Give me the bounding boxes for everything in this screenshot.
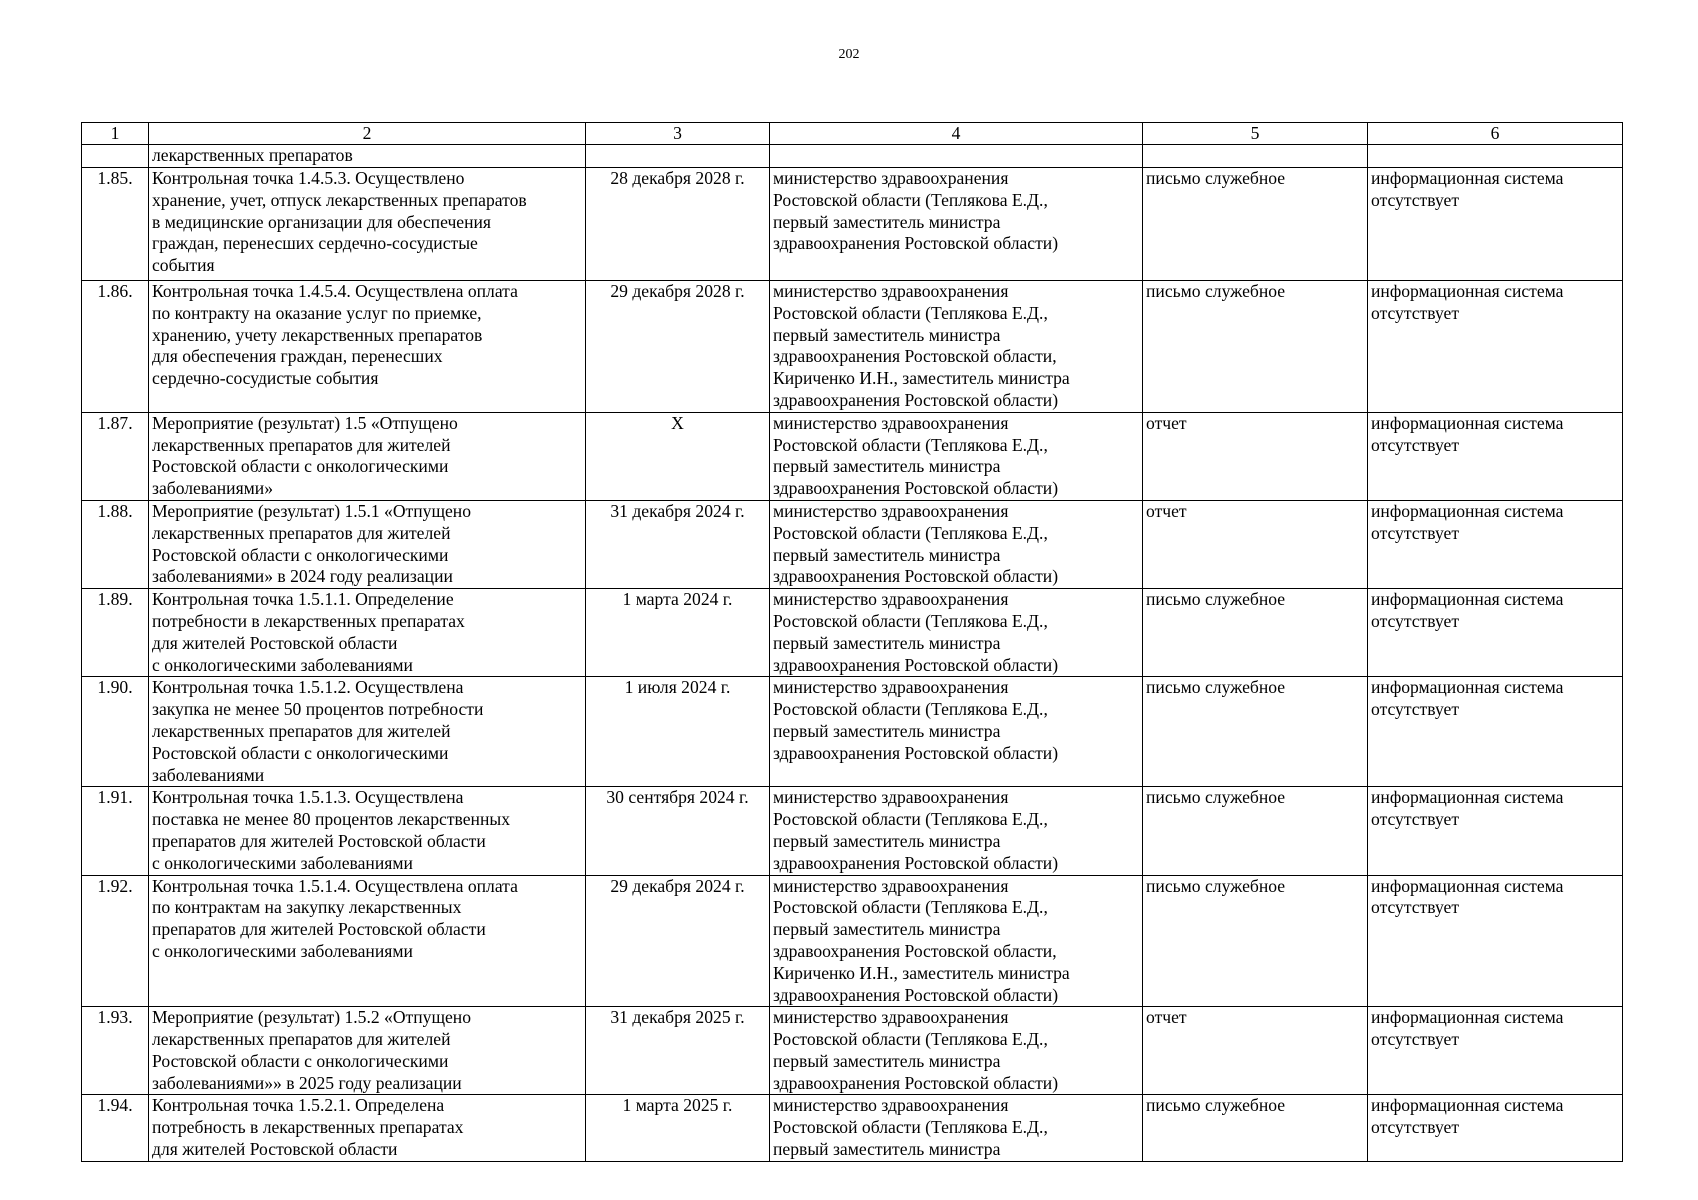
information-system: информационная система отсутствует bbox=[1371, 412, 1564, 455]
document-type: письмо служебное bbox=[1146, 589, 1286, 610]
responsible-executor: министерство здравоохранения Ростовской области (Теплякова Е.Д., первый заместитель министра здравоохранения Ростовской области, Кириченко И.Н., заместитель министра здравоохранения Ростовской области) bbox=[773, 875, 1070, 1005]
cell-responsible-executor bbox=[770, 168, 1143, 281]
document-type: письмо служебное bbox=[1146, 1095, 1286, 1116]
cell-information-system bbox=[1368, 1007, 1623, 1095]
due-date: 30 сентября 2024 г. bbox=[606, 787, 749, 808]
cell-event-name bbox=[149, 875, 586, 1007]
cell-information-system bbox=[1368, 787, 1623, 875]
cell-empty bbox=[1143, 145, 1368, 168]
row-number: 1.86. bbox=[97, 281, 133, 301]
cell-information-system bbox=[1368, 281, 1623, 413]
table-row bbox=[82, 1007, 1623, 1095]
document-type: письмо служебное bbox=[1146, 168, 1286, 188]
cell-event-name bbox=[149, 589, 586, 677]
cell-due-date bbox=[586, 787, 770, 875]
cell-row-number bbox=[82, 589, 149, 677]
information-system: информационная система отсутствует bbox=[1371, 875, 1564, 918]
cell-due-date bbox=[586, 1095, 770, 1161]
information-system: информационная система отсутствует bbox=[1371, 500, 1564, 543]
event-name: Контрольная точка 1.4.5.3. Осуществлено хранение, учет, отпуск лекарственных препаратов в медицинские организации для обеспечения граждан, перенесших сердечно-сосудистые события bbox=[152, 168, 527, 276]
cell-event-name bbox=[149, 168, 586, 281]
cell-responsible-executor bbox=[770, 677, 1143, 787]
document-type: письмо служебное bbox=[1146, 787, 1286, 808]
column-header: 6 bbox=[1368, 123, 1623, 145]
responsible-executor: министерство здравоохранения Ростовской области (Теплякова Е.Д., первый заместитель министра bbox=[773, 1095, 1048, 1160]
page-number: 202 bbox=[838, 47, 860, 62]
cell-row-number bbox=[82, 500, 149, 588]
row-number: 1.85. bbox=[97, 168, 133, 188]
row-number: 1.90. bbox=[97, 677, 133, 698]
cell-empty bbox=[1368, 145, 1623, 168]
event-name: Контрольная точка 1.4.5.4. Осуществлена оплата по контракту на оказание услуг по приемке, хранению, учету лекарственных препаратов для обеспечения граждан, перенесших сердечно-сосудистые события bbox=[152, 281, 518, 389]
row-number: 1.88. bbox=[97, 500, 133, 521]
cell-empty bbox=[586, 145, 770, 168]
responsible-executor: министерство здравоохранения Ростовской области (Теплякова Е.Д., первый заместитель министра здравоохранения Ростовской области, Кириченко И.Н., заместитель министра здравоохранения Ростовской области) bbox=[773, 281, 1070, 410]
cell-row-number bbox=[82, 787, 149, 875]
cell-document-type bbox=[1143, 1007, 1368, 1095]
column-header: 5 bbox=[1143, 123, 1368, 145]
cell-document-type bbox=[1143, 281, 1368, 413]
table-row bbox=[82, 500, 1623, 588]
event-name: Контрольная точка 1.5.1.3. Осуществлена поставка не менее 80 процентов лекарственных препаратов для жителей Ростовской области с онкологическими заболеваниями bbox=[152, 787, 511, 873]
responsible-executor: министерство здравоохранения Ростовской области (Теплякова Е.Д., первый заместитель министра здравоохранения Ростовской области) bbox=[773, 412, 1059, 499]
cell-row-number bbox=[82, 412, 149, 500]
cell-event-name bbox=[149, 787, 586, 875]
cell-information-system bbox=[1368, 677, 1623, 787]
document-type: письмо служебное bbox=[1146, 875, 1286, 896]
information-system: информационная система отсутствует bbox=[1371, 787, 1564, 830]
information-system: информационная система отсутствует bbox=[1371, 168, 1564, 210]
row-number: 1.92. bbox=[97, 875, 133, 896]
table-row bbox=[82, 787, 1623, 875]
cell-responsible-executor bbox=[770, 412, 1143, 500]
table-row bbox=[82, 875, 1623, 1007]
cell-event-name bbox=[149, 281, 586, 413]
due-date: 29 декабря 2028 г. bbox=[610, 281, 745, 301]
event-name: Мероприятие (результат) 1.5.2 «Отпущено лекарственных препаратов для жителей Ростовской области с онкологическими заболеваниями»» в 2025 году реализации bbox=[152, 1007, 472, 1093]
cell-due-date bbox=[586, 589, 770, 677]
row-number: 1.87. bbox=[97, 412, 133, 433]
cell-information-system bbox=[1368, 168, 1623, 281]
due-date: 1 июля 2024 г. bbox=[624, 677, 731, 698]
responsible-executor: министерство здравоохранения Ростовской области (Теплякова Е.Д., первый заместитель министра здравоохранения Ростовской области) bbox=[773, 1007, 1059, 1093]
cell-document-type bbox=[1143, 875, 1368, 1007]
information-system: информационная система отсутствует bbox=[1371, 1007, 1564, 1050]
cell-information-system bbox=[1368, 500, 1623, 588]
information-system: информационная система отсутствует bbox=[1371, 677, 1564, 720]
table-row bbox=[82, 589, 1623, 677]
cell-responsible-executor bbox=[770, 787, 1143, 875]
cell-information-system bbox=[1368, 589, 1623, 677]
table-row bbox=[82, 1095, 1623, 1161]
cell-responsible-executor bbox=[770, 875, 1143, 1007]
cell-document-type bbox=[1143, 677, 1368, 787]
responsible-executor: министерство здравоохранения Ростовской области (Теплякова Е.Д., первый заместитель министра здравоохранения Ростовской области) bbox=[773, 500, 1059, 587]
cell-document-type bbox=[1143, 168, 1368, 281]
cell-document-type bbox=[1143, 787, 1368, 875]
table-body bbox=[82, 168, 1623, 1162]
cell-due-date bbox=[586, 875, 770, 1007]
cell-row-number bbox=[82, 677, 149, 787]
cell-empty bbox=[82, 145, 149, 168]
cell-due-date bbox=[586, 1007, 770, 1095]
cell-information-system bbox=[1368, 412, 1623, 500]
row-number: 1.94. bbox=[97, 1095, 133, 1116]
column-number-row bbox=[82, 123, 1623, 145]
cell-row-number bbox=[82, 1007, 149, 1095]
event-name: Контрольная точка 1.5.1.1. Определение потребности в лекарственных препаратах для жителей Ростовской области с онкологическими заболеваниями bbox=[152, 589, 465, 675]
cell-responsible-executor bbox=[770, 1007, 1143, 1095]
cell-information-system bbox=[1368, 875, 1623, 1007]
cell-due-date bbox=[586, 281, 770, 413]
due-date: 31 декабря 2024 г. bbox=[610, 500, 745, 521]
column-header: 2 bbox=[149, 123, 586, 145]
due-date: 31 декабря 2025 г. bbox=[610, 1007, 745, 1028]
table-row bbox=[82, 412, 1623, 500]
plan-table bbox=[81, 122, 1623, 1162]
row-number: 1.89. bbox=[97, 589, 133, 610]
cell-due-date bbox=[586, 168, 770, 281]
cell-row-number bbox=[82, 168, 149, 281]
cell-responsible-executor bbox=[770, 500, 1143, 588]
column-header: 3 bbox=[586, 123, 770, 145]
cell-row-number bbox=[82, 1095, 149, 1161]
information-system: информационная система отсутствует bbox=[1371, 1095, 1564, 1138]
cell-row-number bbox=[82, 281, 149, 413]
responsible-executor: министерство здравоохранения Ростовской области (Теплякова Е.Д., первый заместитель министра здравоохранения Ростовской области) bbox=[773, 168, 1059, 254]
row-number: 1.91. bbox=[97, 787, 133, 808]
responsible-executor: министерство здравоохранения Ростовской области (Теплякова Е.Д., первый заместитель министра здравоохранения Ростовской области) bbox=[773, 787, 1059, 873]
cell-document-type bbox=[1143, 500, 1368, 588]
row-number: 1.93. bbox=[97, 1007, 133, 1028]
table-row bbox=[82, 281, 1623, 413]
cell-responsible-executor bbox=[770, 281, 1143, 413]
event-name: Контрольная точка 1.5.1.2. Осуществлена закупка не менее 50 процентов потребности лекарственных препаратов для жителей Ростовской области с онкологическими заболеваниями bbox=[152, 677, 484, 785]
due-date: 1 марта 2024 г. bbox=[622, 589, 733, 610]
cell-responsible-executor bbox=[770, 589, 1143, 677]
information-system: информационная система отсутствует bbox=[1371, 281, 1564, 323]
cell-document-type bbox=[1143, 412, 1368, 500]
due-date: 28 декабря 2028 г. bbox=[610, 168, 745, 188]
table-row bbox=[82, 168, 1623, 281]
cell-due-date bbox=[586, 500, 770, 588]
document-type: отчет bbox=[1146, 412, 1187, 433]
event-name: Мероприятие (результат) 1.5.1 «Отпущено лекарственных препаратов для жителей Ростовской области с онкологическими заболеваниями» в 2024 году реализации bbox=[152, 500, 472, 587]
cell-information-system bbox=[1368, 1095, 1623, 1161]
responsible-executor: министерство здравоохранения Ростовской области (Теплякова Е.Д., первый заместитель министра здравоохранения Ростовской области) bbox=[773, 589, 1059, 675]
due-date: Х bbox=[671, 412, 684, 433]
column-header: 1 bbox=[82, 123, 149, 145]
cell-responsible-executor bbox=[770, 1095, 1143, 1161]
cell-document-type bbox=[1143, 1095, 1368, 1161]
cell-event-name bbox=[149, 412, 586, 500]
cell-event-name bbox=[149, 1007, 586, 1095]
cell-document-type bbox=[1143, 589, 1368, 677]
information-system: информационная система отсутствует bbox=[1371, 589, 1564, 631]
continuation-text: лекарственных препаратов bbox=[149, 145, 586, 168]
event-name: Контрольная точка 1.5.2.1. Определена потребность в лекарственных препаратах для жителей Ростовской области bbox=[152, 1095, 464, 1160]
continuation-row bbox=[82, 145, 1623, 168]
cell-empty bbox=[770, 145, 1143, 168]
responsible-executor: министерство здравоохранения Ростовской области (Теплякова Е.Д., первый заместитель министра здравоохранения Ростовской области) bbox=[773, 677, 1059, 763]
cell-due-date bbox=[586, 677, 770, 787]
event-name: Контрольная точка 1.5.1.4. Осуществлена оплата по контрактам на закупку лекарственных препаратов для жителей Ростовской области с онкологическими заболеваниями bbox=[152, 875, 518, 961]
document-type: письмо служебное bbox=[1146, 281, 1286, 301]
document-type: отчет bbox=[1146, 500, 1187, 521]
event-name: Мероприятие (результат) 1.5 «Отпущено лекарственных препаратов для жителей Ростовской области с онкологическими заболеваниями» bbox=[152, 412, 458, 499]
column-header: 4 bbox=[770, 123, 1143, 145]
document-type: отчет bbox=[1146, 1007, 1187, 1028]
cell-due-date bbox=[586, 412, 770, 500]
cell-event-name bbox=[149, 500, 586, 588]
cell-event-name bbox=[149, 1095, 586, 1161]
due-date: 1 марта 2025 г. bbox=[622, 1095, 733, 1116]
due-date: 29 декабря 2024 г. bbox=[610, 875, 745, 896]
table-row bbox=[82, 677, 1623, 787]
cell-event-name bbox=[149, 677, 586, 787]
cell-row-number bbox=[82, 875, 149, 1007]
document-type: письмо служебное bbox=[1146, 677, 1286, 698]
